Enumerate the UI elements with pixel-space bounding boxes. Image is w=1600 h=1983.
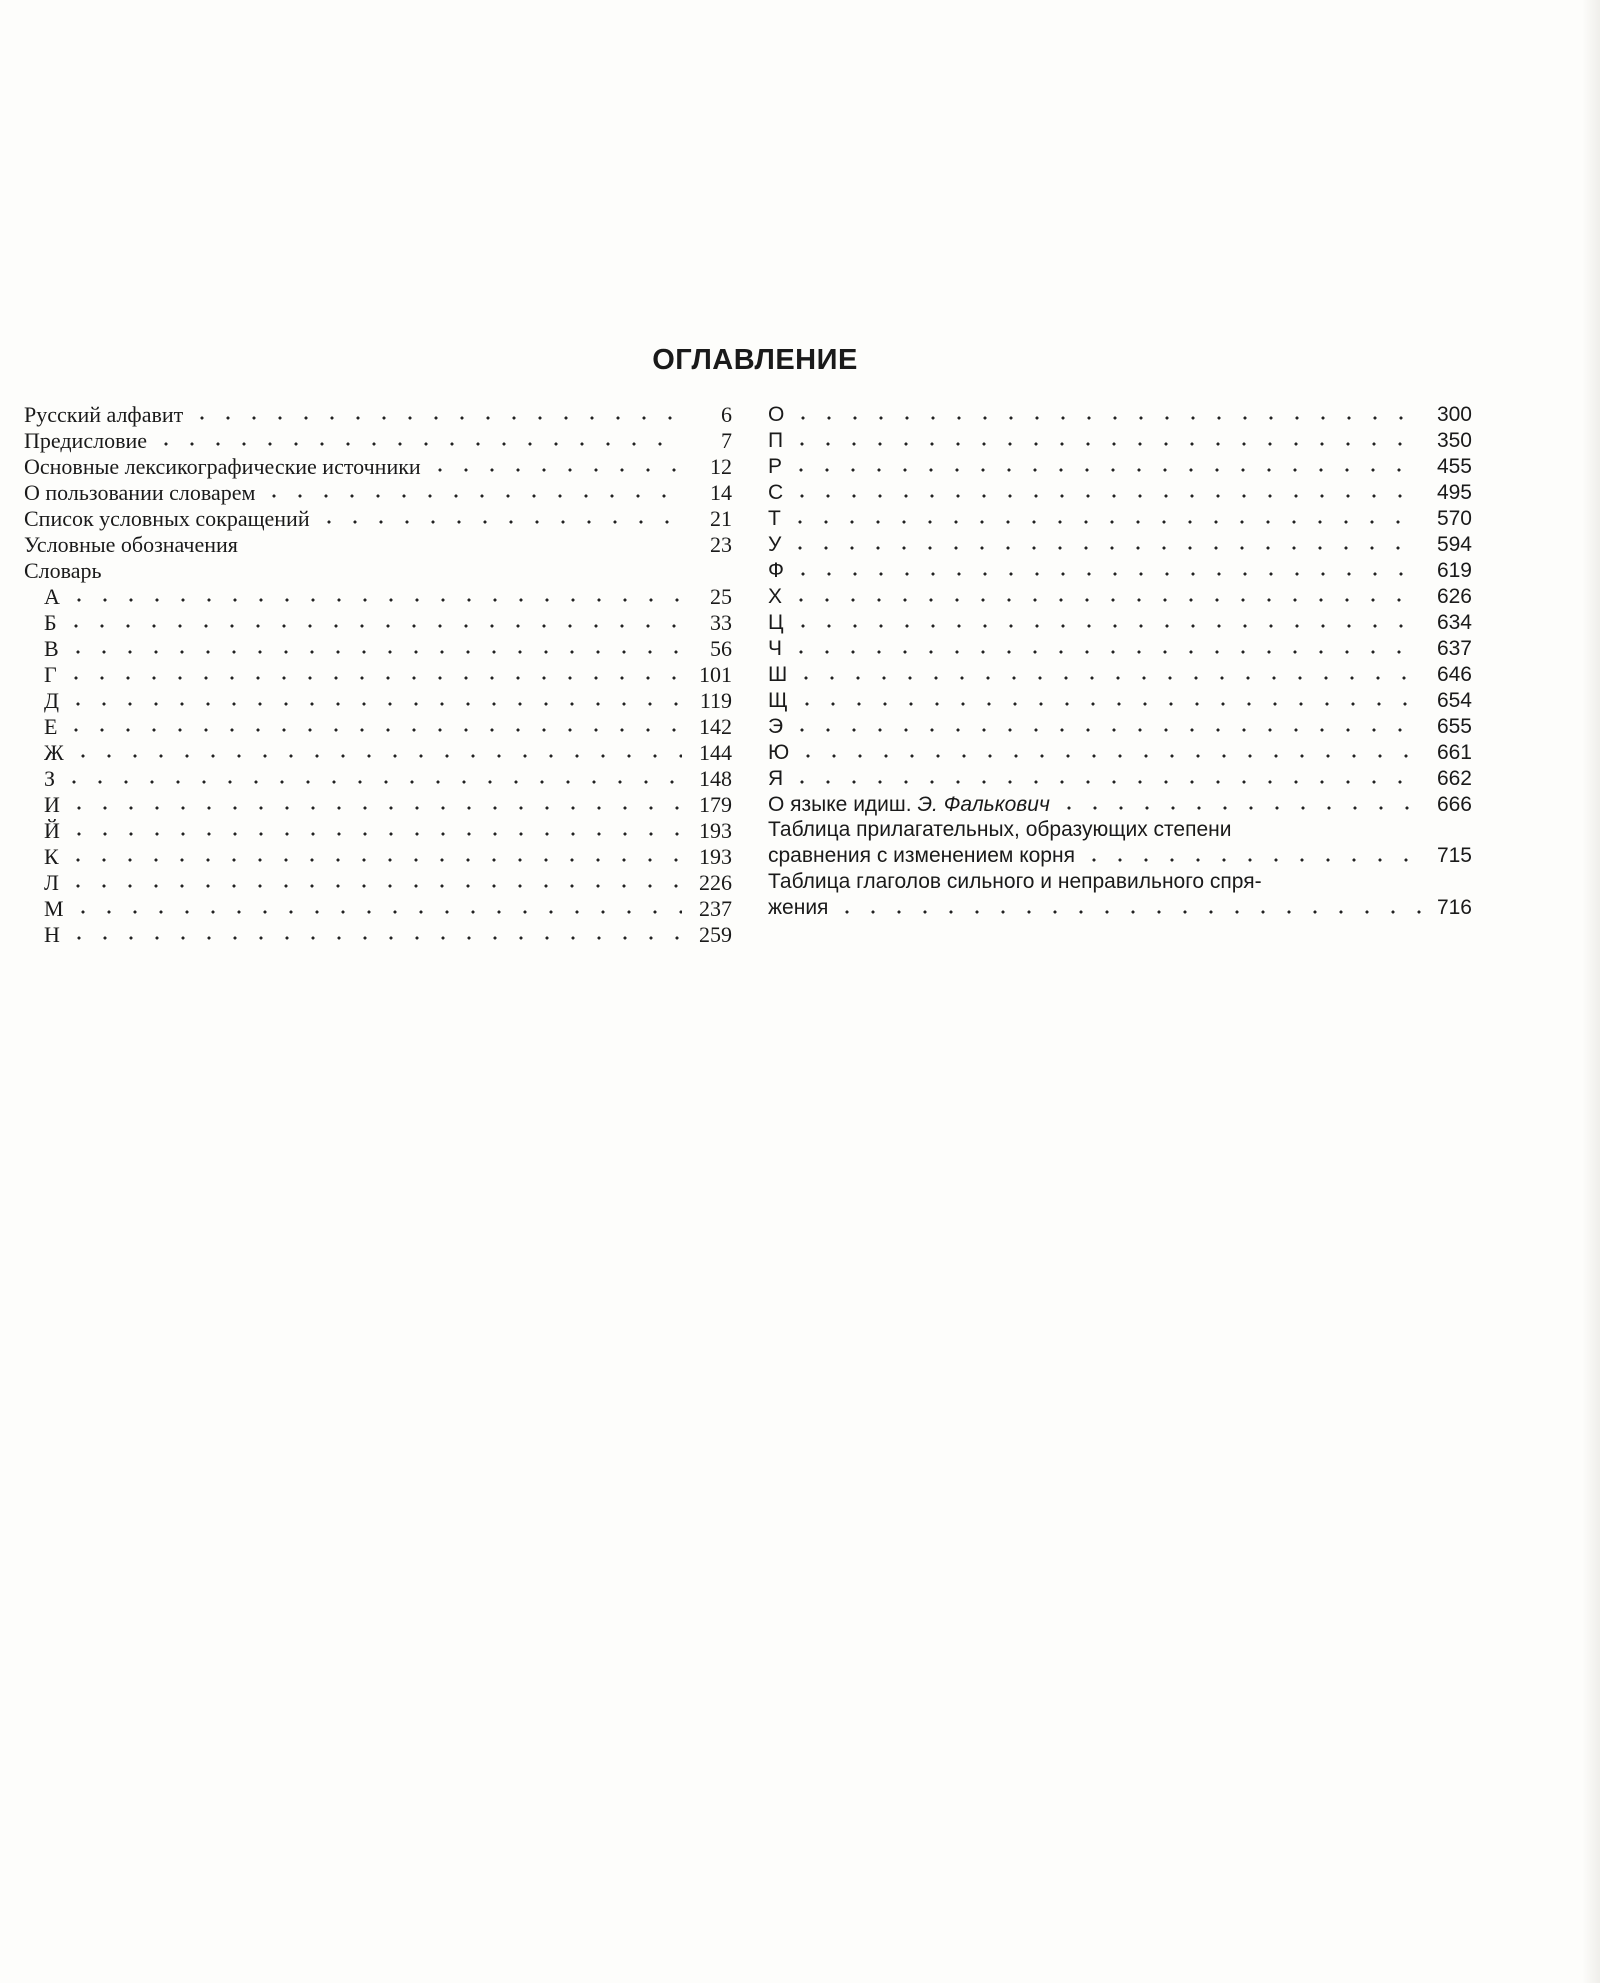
- letter-label: У: [768, 533, 782, 556]
- leader-dots: [70, 908, 682, 916]
- idish-title: О языке идиш.: [768, 793, 912, 816]
- toc-page-number: 455: [1436, 455, 1472, 478]
- leader-dots: [65, 700, 682, 708]
- toc-page-number: 119: [699, 688, 732, 713]
- letter-label: Я: [768, 767, 784, 790]
- toc-letter-entry: [24, 739, 732, 765]
- toc-page-number: 148: [699, 766, 732, 791]
- leader-dots: [789, 440, 1422, 448]
- leader-dots: [66, 596, 682, 604]
- toc-entry-label: Русский алфавит: [24, 402, 184, 427]
- leader-dots: [788, 596, 1422, 604]
- leader-dots: [787, 518, 1422, 526]
- toc-letter-entry: [768, 557, 1472, 583]
- letter-label: А: [44, 584, 60, 609]
- toc-page-number: 594: [1436, 533, 1472, 556]
- leader-dots: [427, 466, 682, 474]
- letter-label: Г: [44, 662, 57, 687]
- page-title: ОГЛАВЛЕНИЕ: [652, 344, 858, 376]
- toc-page-number: 715: [1436, 844, 1472, 867]
- letter-label: Р: [768, 455, 783, 478]
- leader-dots: [66, 804, 682, 812]
- toc-letter-entry: [768, 401, 1472, 427]
- leader-dots: [793, 674, 1422, 682]
- toc-entry: [24, 401, 732, 427]
- toc-entry-line-text: жения: [768, 896, 829, 919]
- toc-letter-entry: [768, 531, 1472, 557]
- toc-entry: [24, 531, 732, 557]
- toc-page-number: 25: [710, 584, 732, 609]
- toc-page-number: 101: [699, 662, 732, 687]
- toc-entry-label: [768, 793, 1050, 817]
- toc-entry-label: Условные обозначения: [24, 532, 238, 557]
- toc-left-column: [24, 401, 732, 947]
- toc-letter-entry: [24, 765, 732, 791]
- toc-page-number: 655: [1436, 715, 1472, 738]
- letter-label: Ц: [768, 611, 784, 634]
- leader-dots: [153, 440, 682, 448]
- toc-letter-entry: [768, 479, 1472, 505]
- letter-label: Д: [44, 688, 60, 713]
- toc-entry-label: Список условных сокращений: [24, 506, 310, 531]
- toc-section-heading: [24, 557, 732, 583]
- letter-label: Х: [768, 585, 783, 608]
- toc-page-number: 634: [1436, 611, 1472, 634]
- letter-label: В: [44, 636, 59, 661]
- letter-label: О: [768, 403, 785, 426]
- toc-letter-entry: [768, 505, 1472, 531]
- toc-page-number: 14: [710, 480, 732, 505]
- toc-entry: [24, 453, 732, 479]
- toc-entry-line-text: сравнения с изменением корня: [768, 844, 1075, 867]
- letter-label: З: [44, 766, 56, 791]
- toc-page-number: 637: [1436, 637, 1472, 660]
- toc-entry-adjectives: [768, 817, 1472, 869]
- letter-label: П: [768, 429, 784, 452]
- letter-label: Е: [44, 714, 58, 739]
- toc-letter-entry: [768, 765, 1472, 791]
- toc-page-number: 21: [710, 506, 732, 531]
- leader-dots: [1081, 856, 1422, 864]
- letter-label: И: [44, 792, 60, 817]
- letter-label: К: [44, 844, 59, 869]
- leader-dots: [787, 544, 1422, 552]
- leader-dots: [65, 856, 682, 864]
- leader-dots: [63, 726, 682, 734]
- leader-dots: [63, 622, 682, 630]
- toc-letter-entry: [768, 453, 1472, 479]
- toc-entry: [24, 505, 732, 531]
- toc-letter-entry: [24, 583, 732, 609]
- toc-letter-entry: [24, 791, 732, 817]
- toc-page-number: 33: [710, 610, 732, 635]
- toc-page-number: 626: [1436, 585, 1472, 608]
- letter-label: Ш: [768, 663, 788, 686]
- toc-page-number: 495: [1436, 481, 1472, 504]
- toc-entry-line: Таблица глаголов сильного и неправильного спря-: [768, 870, 1262, 893]
- leader-dots: [794, 700, 1422, 708]
- toc-page-number: 666: [1436, 793, 1472, 816]
- toc-page-number: 144: [699, 740, 732, 765]
- toc-page-number: 56: [710, 636, 732, 661]
- toc-letter-entry: [768, 687, 1472, 713]
- toc-page-number: 646: [1436, 663, 1472, 686]
- leader-dots: [834, 908, 1422, 916]
- section-heading-label: Словарь: [24, 558, 102, 583]
- toc-letter-entry: [768, 713, 1472, 739]
- leader-dots: [63, 674, 682, 682]
- toc-letter-entry: [24, 895, 732, 921]
- letter-label: Т: [768, 507, 781, 530]
- toc-page-number: 193: [699, 818, 732, 843]
- toc-right-column: [768, 401, 1472, 921]
- letter-label: Ф: [768, 559, 784, 582]
- toc-page-number: 226: [699, 870, 732, 895]
- toc-page-number: 142: [699, 714, 732, 739]
- toc-page-number: 654: [1436, 689, 1472, 712]
- leader-dots: [66, 934, 682, 942]
- leader-dots: [316, 518, 682, 526]
- letter-label: Щ: [768, 689, 788, 712]
- toc-letter-entry: [768, 609, 1472, 635]
- leader-dots: [788, 648, 1422, 656]
- toc-letter-entry: [24, 609, 732, 635]
- leader-dots: [790, 622, 1422, 630]
- toc-entry-label: Основные лексикографические источники: [24, 454, 421, 479]
- leader-dots: [790, 414, 1422, 422]
- toc-page-number: 179: [699, 792, 732, 817]
- toc-letter-entry: [24, 635, 732, 661]
- toc-letter-entry: [24, 713, 732, 739]
- toc-page-number: 7: [721, 428, 732, 453]
- leader-dots: [189, 414, 682, 422]
- letter-label: Й: [44, 818, 60, 843]
- toc-page-number: 12: [710, 454, 732, 479]
- letter-label: Ж: [44, 740, 64, 765]
- toc-entry-verbs: [768, 869, 1472, 921]
- idish-author: Э. Фалькович: [917, 793, 1050, 816]
- toc-page-number: 716: [1436, 896, 1472, 919]
- leader-dots: [790, 570, 1422, 578]
- toc-page-number: 6: [721, 402, 732, 427]
- letter-label: Ч: [768, 637, 782, 660]
- letter-label: Н: [44, 922, 60, 947]
- page-edge-shadow: [1582, 0, 1600, 1983]
- toc-entry-line: Таблица прилагательных, образующих степени: [768, 818, 1232, 841]
- toc-letter-entry: [24, 817, 732, 843]
- toc-entry-line: [768, 895, 1472, 921]
- letter-label: Л: [44, 870, 59, 895]
- toc-entry-label: О пользовании словарем: [24, 480, 256, 505]
- leader-dots: [788, 466, 1422, 474]
- letter-label: Б: [44, 610, 57, 635]
- leader-dots: [789, 778, 1422, 786]
- toc-page-number: 619: [1436, 559, 1472, 582]
- toc-letter-entry: [768, 661, 1472, 687]
- toc-page-number: 662: [1436, 767, 1472, 790]
- toc-page-number: 661: [1436, 741, 1472, 764]
- leader-dots: [65, 648, 682, 656]
- leader-dots: [65, 882, 682, 890]
- toc-letter-entry: [768, 739, 1472, 765]
- toc-letter-entry: [24, 661, 732, 687]
- toc-entry-line: [768, 843, 1472, 869]
- leader-dots: [61, 778, 682, 786]
- toc-entry-label: Предисловие: [24, 428, 147, 453]
- toc-letter-entry: [768, 583, 1472, 609]
- letter-label: Э: [768, 715, 784, 738]
- toc-entry-idish: [768, 791, 1472, 817]
- toc-page-number: 237: [699, 896, 732, 921]
- toc-letter-entry: [24, 843, 732, 869]
- leader-dots: [789, 492, 1422, 500]
- toc-page-number: 300: [1436, 403, 1472, 426]
- toc-letter-entry: [24, 921, 732, 947]
- leader-dots: [261, 492, 682, 500]
- toc-page-number: 193: [699, 844, 732, 869]
- toc-page-number: 350: [1436, 429, 1472, 452]
- toc-page-number: 23: [710, 532, 732, 557]
- leader-dots: [789, 726, 1422, 734]
- leader-dots: [66, 830, 682, 838]
- toc-entry: [24, 479, 732, 505]
- leader-dots: [70, 752, 682, 760]
- toc-page-number: 259: [699, 922, 732, 947]
- toc-letter-entry: [24, 687, 732, 713]
- toc-letter-entry: [768, 427, 1472, 453]
- letter-label: С: [768, 481, 784, 504]
- toc-letter-entry: [24, 869, 732, 895]
- toc-page-number: 570: [1436, 507, 1472, 530]
- toc-entry: [24, 427, 732, 453]
- leader-dots: [1056, 804, 1422, 812]
- leader-dots: [795, 752, 1422, 760]
- letter-label: Ю: [768, 741, 790, 764]
- toc-letter-entry: [768, 635, 1472, 661]
- letter-label: М: [44, 896, 64, 921]
